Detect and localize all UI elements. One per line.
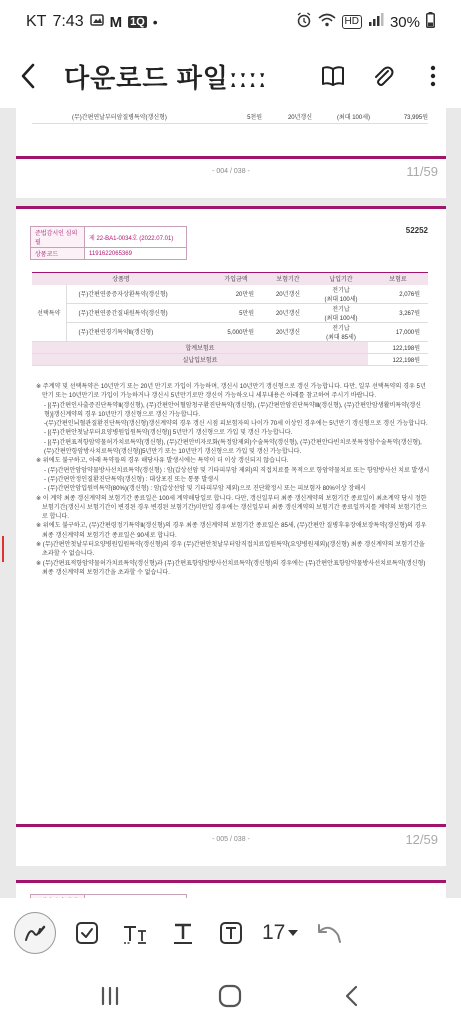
carrier: KT (26, 13, 47, 30)
row-name: (무)간편연중증자상환특약(갱신형) (66, 285, 210, 304)
pen-tool-button[interactable] (14, 912, 56, 954)
note-paragraph: ※ 위에도 불구하고, 아래 특약들의 경우 해당사유 발생시에는 특약이 더 이상 갱신되지 않습니다. (36, 457, 289, 465)
summary-label: 합계보험료 (32, 341, 368, 353)
wifi-icon (318, 13, 336, 31)
row-amount: 20만원 (210, 285, 262, 304)
current-page (16, 206, 446, 866)
recent-apps-button[interactable] (96, 982, 124, 1010)
prev-row-premium: 73,995원 (403, 115, 428, 121)
status-bar (0, 0, 461, 44)
note-paragraph: - [(무)간편표적항암약물허가치료특약(갱신형), (무)간편안비자로화(특정암제외)수술특약(갱신형), (무)간편안다빈치로봇특정암수술특약(갱신형), (무)간편안항암방사치료특약(갱신형)]5년만기 또는 10년만기 갱신형으로 가입 및 갱신 가능합니다. (44, 438, 422, 456)
page-footer: - 005 / 038 - (212, 836, 250, 843)
page-bottom-bar (16, 824, 446, 827)
prev-row-period: 20년갱신 (287, 115, 312, 121)
reading-mode-button[interactable] (319, 62, 347, 90)
row-premium: 2,076원 (368, 285, 428, 304)
summary-row (32, 341, 428, 353)
row-term (314, 285, 368, 304)
row-period: 20년갱신 (262, 285, 314, 304)
col-header-amount: 가입금액 (210, 273, 262, 285)
note-paragraph: ※ (무)간편안첫날부터요양병원입원특약(갱신형)의 경우 (무)간편안첫날부터암직접치료입원특약(요양병원제외)(갱신형) 최종 갱신계약의 보험기간을 초과할 수 없습니다. (36, 541, 425, 558)
battery-icon (426, 12, 435, 32)
summary-label: 실납입보험료 (32, 353, 368, 365)
summary-value: 122,198원 (368, 353, 428, 365)
note-paragraph: ※ 위에도 불구하고, (무)간편령정기특약Ⅱ(갱신형)의 경우 최종 갱신계약의 보험기간 종료일은 85세, (무)간편안 질병후유장애보장특약(갱신형)의 경우 최종 갱신계약의 보험기간 종료일은 90세로 합니다. (36, 522, 427, 539)
group-label: 선택특약 (32, 285, 66, 342)
approval-meta-table (30, 226, 187, 260)
home-icon (218, 984, 242, 1008)
col-header-term: 납입기간 (314, 273, 368, 285)
meta-value: 1191622065369 (85, 248, 187, 260)
pen-icon (24, 923, 46, 943)
row-term-line2: (최대 100세) (324, 296, 358, 303)
row-term-line1: 전기납 (332, 287, 350, 294)
meta-row (31, 227, 187, 248)
system-back-button[interactable] (337, 982, 365, 1010)
col-header-period: 보험기간 (262, 273, 314, 285)
row-term (314, 322, 368, 341)
note-paragraph: - (무)간편안암암약물방사선치료특약(갱신형) : 암(갑상선암 및 기타피부암 제외)의 직접치료를 목적으로 항암약물치료 또는 항암방사선 치료 발생시 (44, 466, 430, 474)
note-paragraph: ※ (무)간편표적항암약물허가치료특약(갱신형)과 (무)간편표항암암방사선치료특약(갱신형)의 경우에는 (무)간편안표항암약물방사선치료특약(갱신형) 최종 갱신계약의 보험기간을 초과할 수 없습니다. (36, 559, 426, 576)
gmail-icon: M (109, 13, 123, 31)
note-paragraph: - (무)간편안정인질환진단특약(갱신형) : 대상포진 또는 통풍 발생시 (44, 475, 220, 483)
row-name: (무)간편연경기특약Ⅱ(갱신형) (66, 322, 210, 341)
text-tool-button[interactable] (166, 916, 200, 950)
more-vert-icon (430, 65, 436, 87)
note-paragraph: - [(무)간편안첫날부터요양병원입원특약(갱신형)] 5년만기 갱신형으로 가입 및 갱신 가능합니다. (44, 429, 293, 437)
gallery-icon (90, 13, 104, 32)
row-amount: 5,000만원 (210, 322, 262, 341)
meta-label: 준법감시인 심의필 (31, 227, 85, 248)
prev-row-name: (무)간편연날부터암질병특약(갱신형) (72, 115, 167, 121)
table-row (32, 303, 428, 322)
checkbox-icon (75, 921, 99, 945)
undo-icon (316, 922, 342, 944)
table-row (32, 285, 428, 304)
note-paragraph: - [(무)간편인사출증진단특약Ⅱ(갱신형), (무)간편안어혈암청구환진단특약(갱신형), (무)간편안암진단특약Ⅲ(갱신형), (무)간편안암생활비특약(갱신형)]갱신계약의 경우 10년만기 갱신형으로 갱신 가능합니다. (44, 401, 421, 418)
meta-row (31, 248, 187, 260)
row-term-line1: 전기납 (332, 325, 350, 332)
back-arrow-icon (20, 63, 36, 89)
clock: 7:43 (52, 13, 84, 30)
note-paragraph: ※ 이 계약 최종 갱신계약의 보험기간 종료일은 100세 계약해당일로 합니다. 다만, 갱신일부터 최종 갱신계약의 보험기간 종료일이 최초계약 당시 정한 보험기간(갱신시 보험기간이 변경된 경우 변경된 보험기간)미만일 경우에는 갱신일부터 최종 갱신계약의 보험기간 종료일까지를 계약의 보험기간으로 합니다. (36, 494, 428, 521)
document-number: 52252 (405, 226, 428, 235)
product-table (32, 272, 428, 366)
annotation-toolbar (0, 898, 461, 968)
prev-page-row (32, 110, 428, 124)
system-nav-bar (0, 968, 461, 1024)
table-row (32, 322, 428, 341)
text-box-tool-button[interactable] (214, 916, 248, 950)
font-size-value: 17 (262, 921, 286, 944)
page-bottom-bar (16, 156, 446, 159)
paperclip-icon (371, 64, 395, 88)
row-amount: 5만원 (210, 303, 262, 322)
book-icon (321, 65, 345, 87)
row-period: 20년갱신 (262, 322, 314, 341)
col-header-name: 상품명 (32, 273, 210, 285)
alarm-icon (296, 12, 312, 32)
summary-value: 122,198원 (368, 341, 428, 353)
battery-level: 30% (389, 13, 420, 31)
more-options-button[interactable] (419, 62, 447, 90)
col-header-premium: 보험료 (368, 273, 428, 285)
checkbox-tool-button[interactable] (70, 916, 104, 950)
note-paragraph: -(무)간편인뇌혈관질환진단특약(갱신형)갱신계약의 경우 갱신 시점 피보험자의 나이가 70세 이상인 경우에는 5년만기 갱신형으로 갱신 가능합니다. (44, 420, 428, 428)
row-term-line2: (최대 100세) (324, 315, 358, 322)
note-paragraph: ※ 주계약 및 선택특약은 10년만기 또는 20년 만기로 가입이 가능하며, 갱신시 10년만기 갱신형으로 갱신 가능합니다. 다만, 일부 선택특약의 경우 5년만기 또는 10년만기로 가입이 가능하거나 갱신시 5년만기로만 갱신이 가능하오니 세부내용은 아래를 참고하여 주시기 바랍니다. (36, 383, 426, 400)
document-viewport[interactable] (0, 108, 461, 898)
meta-label: 상품코드 (31, 248, 85, 260)
back-button[interactable] (14, 62, 42, 90)
dot-icon: • (152, 14, 158, 30)
recent-apps-icon (99, 986, 121, 1006)
summary-row (32, 353, 428, 365)
text-format-tool-button[interactable] (118, 916, 152, 950)
page-top-bar (16, 880, 446, 883)
attach-button[interactable] (369, 62, 397, 90)
naver-1q-icon: 1Q (130, 16, 145, 28)
meta-value: 제 22-BA1-0034호 (2022.07.01) (85, 227, 187, 248)
page-title: 다운로드 파일ːːːː (64, 62, 268, 93)
home-button[interactable] (216, 982, 244, 1010)
undo-button[interactable] (312, 916, 346, 950)
dropdown-arrow-icon (288, 929, 298, 937)
back-icon (344, 985, 358, 1007)
notes-section (36, 382, 430, 577)
note-paragraph: - (무)간편안암입원비특약(80%)(갱신형) : 암(갑상선암 및 기타피부암 제외)으로 진단확정시 또는 피보험자 80%이상 장해시 (44, 485, 366, 493)
prev-row-term: (최대 100세) (336, 115, 370, 121)
row-premium: 17,000원 (368, 322, 428, 341)
prev-page (16, 98, 446, 198)
page-counter: 12/59 (405, 832, 438, 847)
page-top-bar (16, 206, 446, 209)
font-size-selector[interactable] (262, 921, 298, 945)
text-box-icon (219, 921, 243, 945)
row-term-line2: (최대 85세) (326, 334, 356, 341)
page-footer: - 004 / 038 - (212, 168, 250, 175)
row-premium: 3,267원 (368, 303, 428, 322)
signal-icon (368, 13, 384, 31)
row-period: 20년갱신 (262, 303, 314, 322)
row-term-line1: 전기납 (332, 306, 350, 313)
prev-row-amount: 5천원 (247, 115, 262, 121)
row-name: (무)간편연중간질내원특약(갱신형) (66, 303, 210, 322)
table-header-row (32, 273, 428, 285)
row-term (314, 303, 368, 322)
hd-icon: HD (342, 15, 362, 29)
annotation-mark (2, 536, 4, 562)
text-icon (171, 921, 195, 945)
page-counter: 11/59 (406, 164, 438, 179)
text-format-icon (122, 921, 148, 945)
